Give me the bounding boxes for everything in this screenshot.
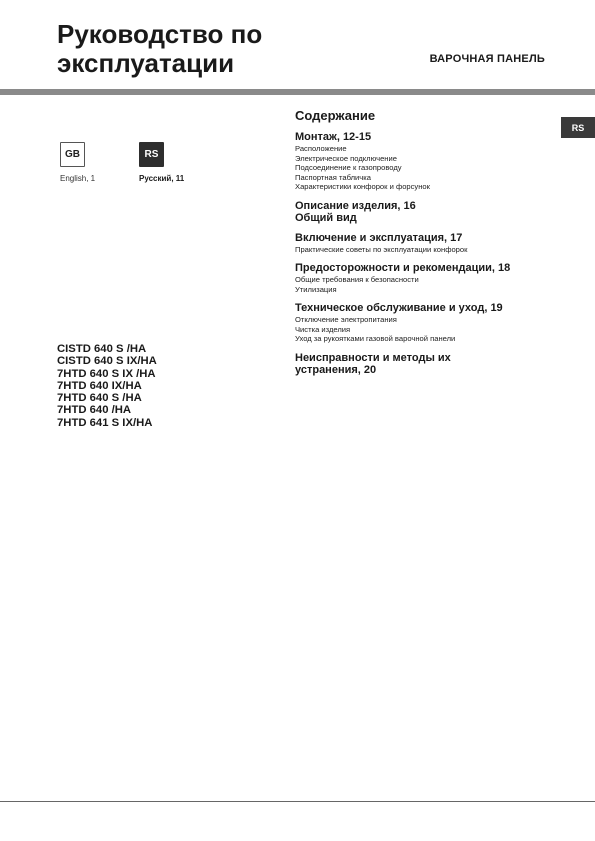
- toc-item: Паспортная табличка: [295, 172, 371, 182]
- toc-item: Общие требования к безопасности: [295, 275, 419, 284]
- language-badge-gb: GB: [60, 142, 85, 167]
- toc-section-title: Неисправности и методы их: [295, 351, 451, 364]
- toc-section-title: Предосторожности и рекомендации, 18: [295, 262, 511, 274]
- product-type: ВАРОЧНАЯ ПАНЕЛЬ: [429, 53, 545, 65]
- toc-item: Электрическое подключение: [295, 153, 397, 163]
- toc-item: Характеристики конфорок и форсунок: [295, 182, 430, 191]
- title-line: Руководство по: [57, 19, 263, 49]
- language-side-tab: RS: [561, 117, 595, 138]
- toc-item: Расположение: [295, 144, 347, 153]
- model-item: 7HTD 640 IX/HA: [57, 379, 142, 392]
- toc-heading: Содержание: [295, 108, 376, 123]
- toc-section-installation: [295, 131, 555, 192]
- model-item: 7HTD 640 /HA: [57, 404, 132, 417]
- toc-item: Утилизация: [295, 284, 337, 294]
- toc-section-precautions: [295, 262, 555, 294]
- model-list: [57, 343, 157, 429]
- toc-item: Чистка изделия: [295, 324, 351, 334]
- language-badge-rs: RS: [139, 142, 164, 167]
- toc-section-troubleshooting: [295, 352, 555, 376]
- toc-section-title: Общий вид: [295, 211, 357, 224]
- header-divider: [0, 89, 595, 95]
- toc-section-title: Техническое обслуживание и уход, 19: [295, 302, 503, 314]
- title-line: эксплуатации: [57, 48, 235, 78]
- footer-divider: [0, 801, 595, 802]
- table-of-contents: [295, 108, 555, 384]
- toc-item: Отключение электропитания: [295, 315, 397, 324]
- model-item: 7HTD 640 S IX /HA: [57, 367, 156, 380]
- toc-section-description: [295, 200, 555, 224]
- language-label-gb: English, 1: [60, 174, 96, 183]
- toc-item: Уход за рукоятками газовой варочной панели: [295, 334, 456, 343]
- model-item: CISTD 640 S /HA: [57, 343, 147, 355]
- toc-section-operation: [295, 232, 555, 255]
- model-item: 7HTD 641 S IX/HA: [57, 416, 153, 429]
- toc-section-title: устранения, 20: [295, 363, 377, 376]
- toc-section-title: Включение и эксплуатация, 17: [295, 231, 463, 244]
- toc-item: Практические советы по эксплуатации конфорок: [295, 244, 468, 254]
- toc-section-title: Монтаж, 12-15: [295, 131, 372, 143]
- language-label-rs: Русский, 11: [139, 174, 185, 183]
- model-item: CISTD 640 S IX/HA: [57, 355, 157, 368]
- toc-section-maintenance: [295, 302, 555, 344]
- model-item: 7HTD 640 S /HA: [57, 392, 142, 405]
- toc-item: Подсоединение к газопроводу: [295, 163, 402, 172]
- document-title: [57, 20, 262, 78]
- toc-section-title: Описание изделия, 16: [295, 199, 416, 212]
